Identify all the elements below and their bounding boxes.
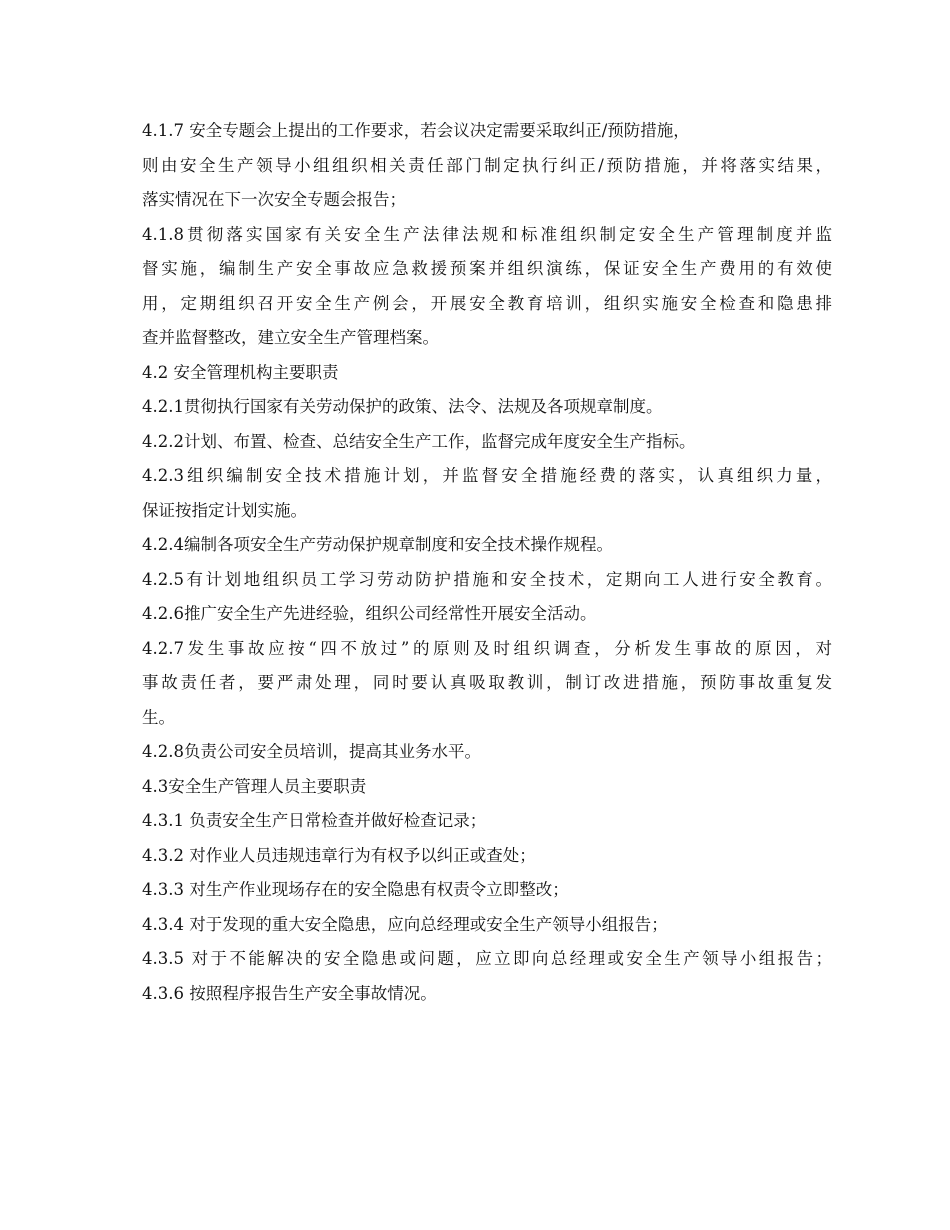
text-line: 4.2 安全管理机构主要职责: [142, 362, 339, 382]
text-line: 4.2.8负责公司安全员培训，提高其业务水平。: [142, 742, 481, 761]
text-line: 4.3.3 对生产作业现场存在的安全隐患有权责令立即整改；: [142, 880, 569, 899]
text-line: 事故责任者，要严肃处理，同时要认真吸取教训，制订改进措施，预防事故重复发: [142, 673, 832, 692]
text-line: 4.2.2计划、布置、检查、总结安全生产工作，监督完成年度安全生产指标。: [142, 431, 696, 451]
text-line: 4.3.2 对作业人员违规违章行为有权予以纠正或查处；: [142, 845, 536, 865]
text-line: 用，定期组织召开安全生产例会，开展安全教育培训，组织实施安全检查和隐患排: [142, 293, 832, 313]
text-line: 4.2.7发生事故应按“四不放过”的原则及时组织调查，分析发生事故的原因，对: [142, 638, 832, 658]
text-line: 4.2.1贯彻执行国家有关劳动保护的政策、法令、法规及各项规章制度。: [142, 397, 663, 416]
text-line: 则由安全生产领导小组组织相关责任部门制定执行纠正/预防措施，并将落实结果，: [142, 155, 832, 175]
text-line: 4.2.6推广安全生产先进经验，组织公司经常性开展安全活动。: [142, 604, 597, 623]
text-line: 4.3.6 按照程序报告生产安全事故情况。: [142, 983, 437, 1003]
text-line: 查并监督整改，建立安全生产管理档案。: [142, 328, 439, 347]
text-line: 4.1.8贯彻落实国家有关安全生产法律法规和标准组织制定安全生产管理制度并监: [142, 224, 832, 244]
text-line: 4.2.5有计划地组织员工学习劳动防护措施和安全技术，定期向工人进行安全教育。: [142, 569, 832, 589]
text-line: 4.1.7 安全专题会上提出的工作要求，若会议决定需要采取纠正/预防措施，: [142, 121, 690, 140]
text-line: 4.3.4 对于发现的重大安全隐患，应向总经理或安全生产领导小组报告；: [142, 914, 668, 934]
text-line: 生。: [142, 707, 175, 727]
text-line: 4.2.3组织编制安全技术措施计划，并监督安全措施经费的落实，认真组织力量，: [142, 466, 832, 485]
text-line: 督实施，编制生产安全事故应急救援预案并组织演练，保证安全生产费用的有效使: [142, 259, 832, 278]
text-line: 4.3.1 负责安全生产日常检查并做好检查记录；: [142, 811, 487, 830]
text-line: 落实情况在下一次安全专题会报告；: [142, 190, 406, 209]
text-line: 保证按指定计划实施。: [142, 500, 307, 520]
document-body: [142, 114, 832, 1011]
text-line: 4.3.5 对于不能解决的安全隐患或问题，应立即向总经理或安全生产领导小组报告；: [142, 949, 832, 968]
text-line: 4.2.4编制各项安全生产劳动保护规章制度和安全技术操作规程。: [142, 535, 613, 554]
text-line: 4.3安全生产管理人员主要职责: [142, 776, 367, 796]
